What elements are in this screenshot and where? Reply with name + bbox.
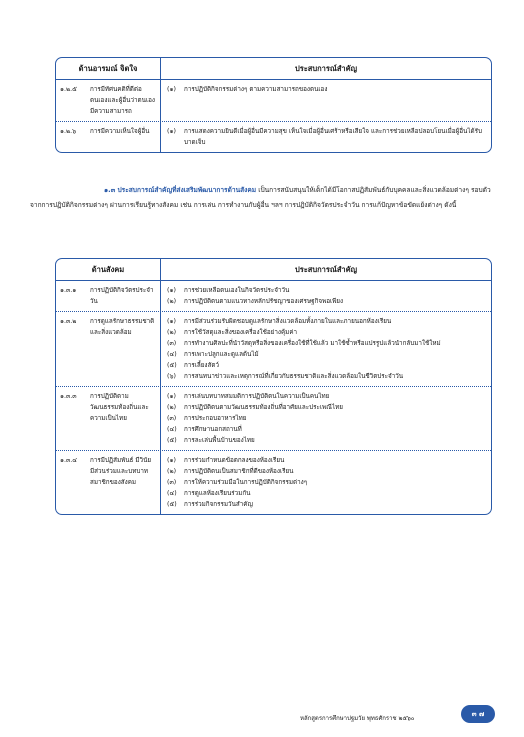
item-text: การปฏิบัติตนตามวัฒนธรรมท้องถิ่นที่อาศัยและประเพณีไทย	[184, 404, 343, 411]
header-domain: ด้านสังคม	[56, 259, 161, 280]
item-marker: (๒)	[167, 329, 177, 336]
table-emotional	[55, 57, 492, 153]
experience-cell	[161, 451, 491, 514]
item-marker: (๒)	[167, 404, 177, 411]
item-marker: (๕)	[167, 501, 177, 508]
item-marker: (๑)	[167, 457, 176, 464]
list-item	[167, 424, 485, 435]
item-text: การปฏิบัติตนเป็นสมาชิกที่ดีของห้องเรียน	[184, 468, 294, 475]
item-label: การปฏิบัติกิจวัตรประจำวัน	[90, 287, 154, 305]
item-marker: (๔)	[167, 490, 177, 497]
item-text: การร่วมกำหนดข้อตกลงของห้องเรียน	[184, 457, 285, 464]
item-text: การดูแลห้องเรียนร่วมกัน	[184, 490, 251, 497]
list-item	[167, 84, 485, 95]
list-item	[167, 316, 485, 327]
item-text: การร่วมกิจกรรมวันสำคัญ	[184, 501, 253, 508]
experience-cell	[161, 387, 491, 450]
item-text: การมีส่วนร่วมรับผิดชอบดูแลรักษาสิ่งแวดล้อมทั้งภายในและภายนอกห้องเรียน	[184, 318, 392, 325]
item-marker: (๓)	[167, 415, 177, 422]
header-experience: ประสบการณ์สำคัญ	[294, 264, 358, 274]
list-item	[167, 327, 485, 338]
item-marker: (๓)	[167, 479, 177, 486]
item-number: ๑.๓.๔	[60, 457, 78, 464]
footer-text: หลักสูตรการศึกษาปฐมวัย พุทธศักราช ๒๕๖๐	[300, 715, 415, 722]
item-text: การเลี้ยงสัตว์	[184, 362, 219, 369]
item-number: ๑.๓.๓	[60, 393, 77, 400]
item-number: ๑.๒.๕	[60, 86, 77, 93]
list-item	[167, 296, 485, 307]
page-number-badge: ๓ ๗	[461, 705, 495, 723]
domain-cell	[56, 122, 161, 152]
item-text: การใช้วัสดุและสิ่งของเครื่องใช้อย่างคุ้มค่า	[184, 329, 298, 336]
list-item	[167, 413, 485, 424]
domain-cell	[56, 281, 161, 311]
item-label: การปฏิบัติตามวัฒนธรรมท้องถิ่นและความเป็นไทย	[90, 393, 149, 422]
item-text: การทำงานศิลปะที่นำวัสดุหรือสิ่งของเครื่องใช้ที่ใช้แล้ว มาใช้ซ้ำหรือแปรรูปแล้วนำกลับมาใช้ใหม่	[184, 340, 441, 347]
item-marker: (๖)	[167, 373, 176, 380]
item-text: การให้ความร่วมมือในการปฏิบัติกิจกรรมต่างๆ	[184, 479, 308, 486]
list-item	[167, 360, 485, 371]
list-item	[167, 488, 485, 499]
item-text: การละเล่นพื้นบ้านของไทย	[184, 437, 255, 444]
table-row	[56, 386, 491, 450]
item-marker: (๑)	[167, 393, 176, 400]
domain-cell	[56, 387, 161, 450]
list-item	[167, 391, 485, 402]
domain-cell	[56, 312, 161, 386]
list-item	[167, 499, 485, 510]
header-domain: ด้านอารมณ์ จิตใจ	[56, 58, 161, 79]
item-marker: (๑)	[167, 318, 176, 325]
item-text: การปฏิบัติตนตามแนวทางหลักปรัชญาของเศรษฐกิจพอเพียง	[184, 298, 344, 305]
list-item	[167, 349, 485, 360]
item-marker: (๔)	[167, 426, 177, 433]
item-label: การดูแลรักษาธรรมชาติและสิ่งแวดล้อม	[90, 318, 155, 336]
header-experience: ประสบการณ์สำคัญ	[294, 63, 358, 73]
list-item	[167, 338, 485, 349]
item-marker: (๕)	[167, 437, 177, 444]
list-item	[167, 466, 485, 477]
item-text: การศึกษานอกสถานที่	[184, 426, 242, 433]
item-marker: (๒)	[167, 468, 177, 475]
table-row	[56, 311, 491, 386]
item-text: การแสดงความยินดีเมื่อผู้อื่นมีความสุข เห็นใจเมื่อผู้อื่นเศร้าหรือเสียใจ และการช่วยเหลือปลอบโยนเมื่อผู้อื่นได้รับบาดเจ็บ	[184, 128, 482, 146]
list-item	[167, 435, 485, 446]
item-label: การมีความเห็นใจผู้อื่น	[90, 128, 150, 135]
item-marker: (๔)	[167, 351, 177, 358]
section-heading: ๑.๓ ประสบการณ์สำคัญที่ส่งเสริมพัฒนาการด้านสังคม	[104, 186, 257, 194]
item-label: การมีปฏิสัมพันธ์ มีวินัย มีส่วนร่วมและบทบาทสมาชิกของสังคม	[90, 457, 152, 486]
item-text: การเพาะปลูกและดูแลต้นไม้	[184, 351, 259, 358]
item-marker: (๑)	[167, 128, 176, 135]
item-text: การปฏิบัติกิจกรรมต่างๆ ตามความสามารถของตนเอง	[184, 86, 328, 93]
table-row	[56, 121, 491, 152]
item-text: การสนทนาข่าวและเหตุการณ์ที่เกี่ยวกับธรรมชาติและสิ่งแวดล้อมในชีวิตประจำวัน	[184, 373, 404, 380]
item-marker: (๕)	[167, 362, 177, 369]
item-number: ๑.๓.๒	[60, 318, 77, 325]
item-marker: (๒)	[167, 298, 177, 305]
table-row	[56, 450, 491, 514]
table-header	[56, 259, 491, 281]
domain-cell	[56, 80, 161, 121]
experience-cell	[161, 312, 491, 386]
list-item	[167, 126, 485, 148]
domain-cell	[56, 451, 161, 514]
list-item	[167, 402, 485, 413]
item-number: ๑.๓.๑	[60, 287, 77, 294]
table-row	[56, 281, 491, 311]
experience-cell	[161, 281, 491, 311]
list-item	[167, 477, 485, 488]
list-item	[167, 371, 485, 382]
table-header	[56, 58, 491, 80]
experience-cell	[161, 80, 491, 121]
item-marker: (๑)	[167, 86, 176, 93]
section-paragraph	[30, 183, 492, 213]
item-label: การมีทัศนคติที่ดีต่อตนเองและผู้อื่นว่าตนเองมีความสามารถ	[90, 86, 155, 115]
item-text: การช่วยเหลือตนเองในกิจวัตรประจำวัน	[184, 287, 290, 294]
item-marker: (๓)	[167, 340, 177, 347]
table-body	[56, 80, 491, 152]
table-row	[56, 80, 491, 121]
item-text: การเล่นบทบาทสมมติการปฏิบัติตนในความเป็นคนไทย	[184, 393, 330, 400]
table-social	[55, 258, 492, 515]
section-text: เป็นการสนับสนุนให้เด็กได้มีโอกาสปฏิสัมพันธ์กับบุคคลและสิ่งแวดล้อมต่างๆ รอบตัวจากการปฏิบัติกิจกรรมต่างๆ ผ่านการเรียนรู้ทางสังคม เช่น การเล่น การทำงานกับผู้อื่น ฯลฯ การปฏิบัติกิจวัตรประจำวัน การแก้ปัญหาข้อขัดแย้งต่างๆ ดังนี้	[30, 186, 491, 209]
list-item	[167, 455, 485, 466]
table-body	[56, 281, 491, 514]
item-marker: (๑)	[167, 287, 176, 294]
item-number: ๑.๒.๖	[60, 128, 77, 135]
experience-cell	[161, 122, 491, 152]
item-text: การประกอบอาหารไทย	[184, 415, 247, 422]
list-item	[167, 285, 485, 296]
